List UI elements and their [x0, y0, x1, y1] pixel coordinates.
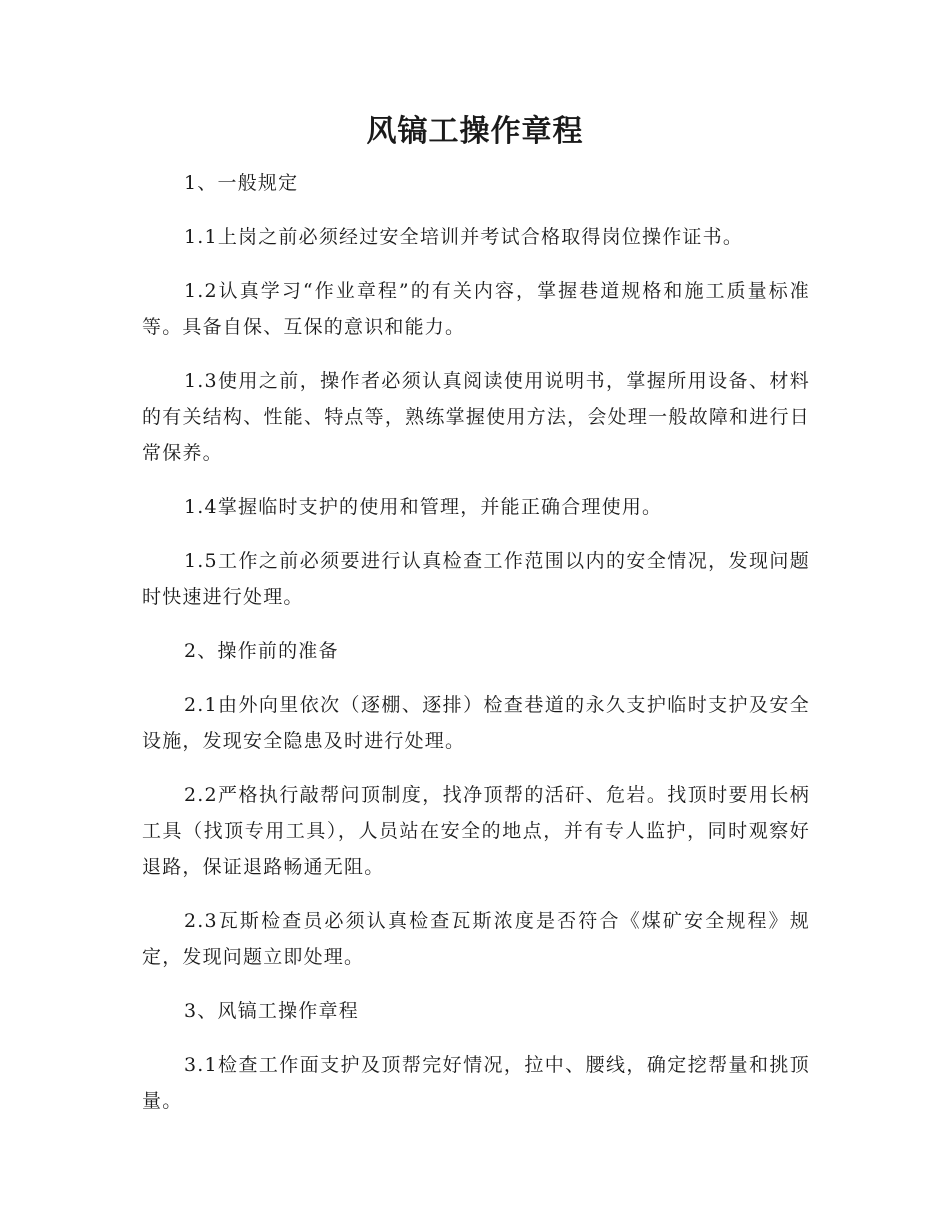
section-heading-3: 3、风镐工操作章程 — [184, 1000, 359, 1022]
paragraph-2-3: 2.3瓦斯检查员必须认真检查瓦斯浓度是否符合《煤矿安全规程》规定，发现问题立即处理。 — [142, 910, 810, 968]
paragraph-1-4: 1.4掌握临时支护的使用和管理，并能正确合理使用。 — [184, 496, 663, 518]
section-heading-1: 1、一般规定 — [184, 172, 299, 194]
document-title: 风镐工操作章程 — [366, 114, 584, 149]
document-body — [142, 165, 810, 1137]
paragraph-3-1: 3.1检查工作面支护及顶帮完好情况，拉中、腰线，确定挖帮量和挑顶量。 — [142, 1054, 810, 1112]
paragraph-1-3: 1.3使用之前，操作者必须认真阅读使用说明书，掌握所用设备、材料的有关结构、性能、特点等，熟练掌握使用方法，会处理一般故障和进行日常保养。 — [142, 370, 810, 464]
paragraph-1-5: 1.5工作之前必须要进行认真检查工作范围以内的安全情况，发现问题时快速进行处理。 — [142, 550, 810, 608]
paragraph-2-2: 2.2严格执行敲帮问顶制度，找净顶帮的活矸、危岩。找顶时要用长柄工具（找顶专用工具），人员站在安全的地点，并有专人监护，同时观察好退路，保证退路畅通无阻。 — [142, 784, 810, 878]
paragraph-2-1: 2.1由外向里依次（逐棚、逐排）检查巷道的永久支护临时支护及安全设施，发现安全隐患及时进行处理。 — [142, 694, 810, 752]
section-heading-2: 2、操作前的准备 — [184, 640, 339, 662]
paragraph-1-2: 1.2认真学习“作业章程”的有关内容，掌握巷道规格和施工质量标准等。具备自保、互保的意识和能力。 — [142, 280, 810, 338]
paragraph-1-1: 1.1上岗之前必须经过安全培训并考试合格取得岗位操作证书。 — [184, 226, 744, 248]
